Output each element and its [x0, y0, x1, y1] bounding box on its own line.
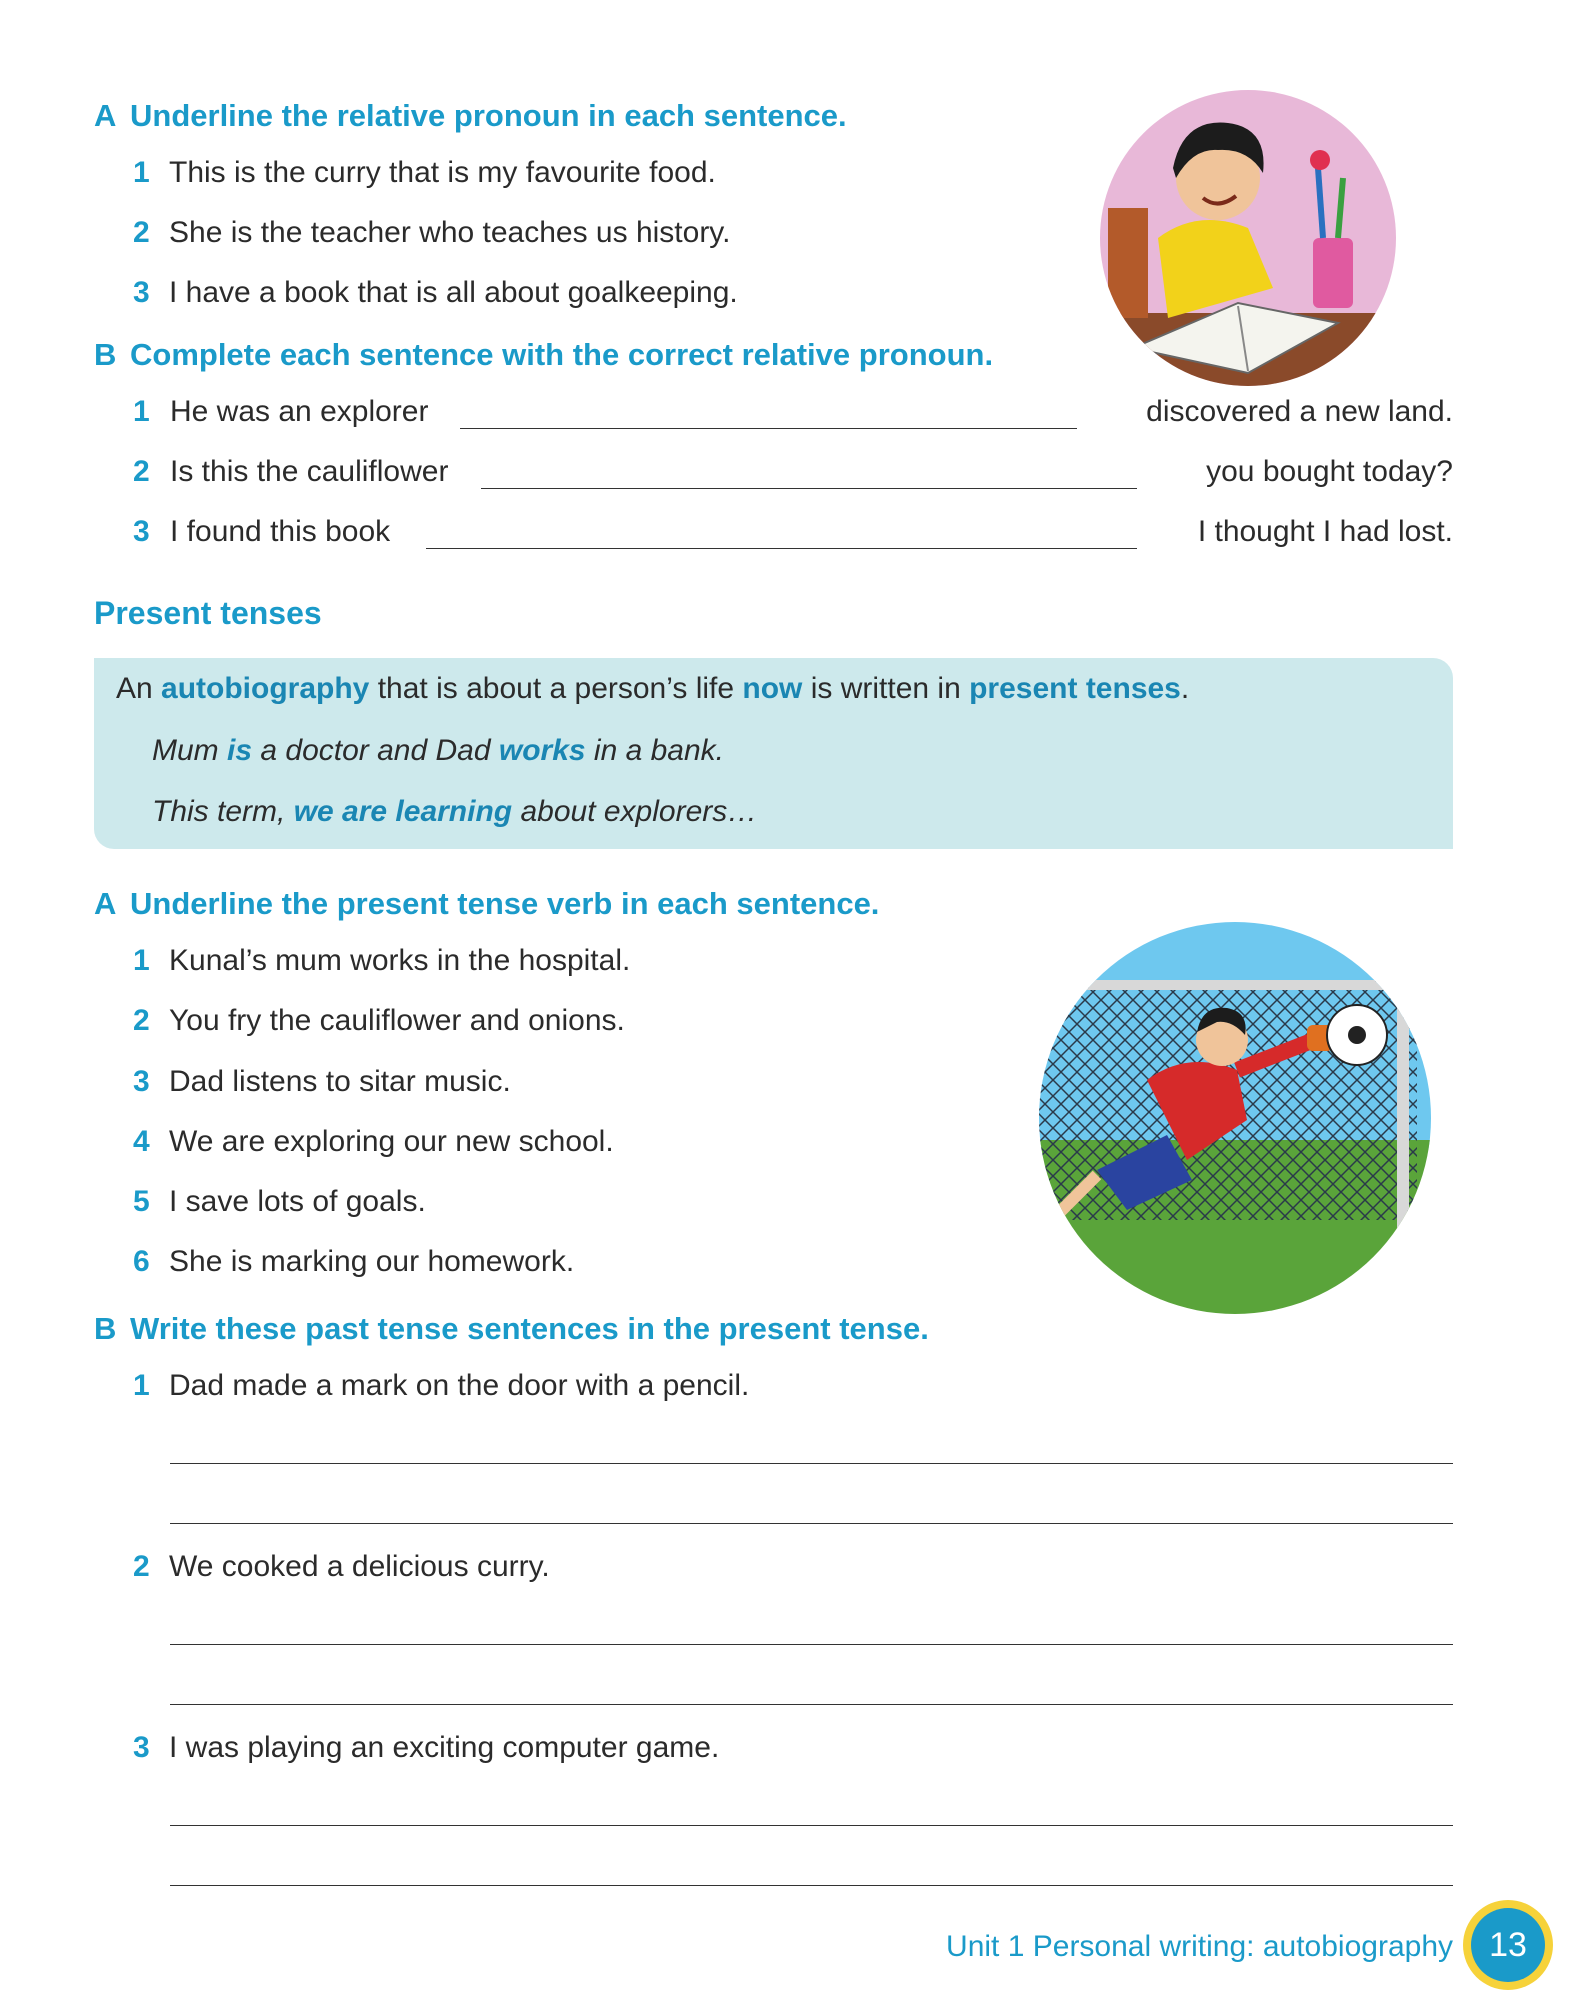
answer-line[interactable] — [170, 1523, 1453, 1524]
answer-line[interactable] — [170, 1704, 1453, 1705]
answer-blank[interactable] — [481, 488, 1137, 489]
list-item: 1 Kunal’s mum works in the hospital. — [133, 944, 631, 977]
info-line-1: An autobiography that is about a person’s life now is written in present tenses. — [116, 672, 1190, 705]
info-line-3: This term, we are learning about explorers… — [152, 795, 758, 828]
list-item: 3 Dad listens to sitar music. — [133, 1065, 511, 1098]
goalkeeper-illustration — [1037, 920, 1433, 1316]
section-title: Present tenses — [94, 595, 322, 631]
answer-line[interactable] — [170, 1644, 1453, 1645]
answer-blank[interactable] — [460, 428, 1077, 429]
info-line-2: Mum is a doctor and Dad works in a bank. — [152, 734, 725, 767]
footer-unit-title: Unit 1 Personal writing: autobiography — [946, 1930, 1453, 1963]
exercise-b-instruction: B Complete each sentence with the correct relative pronoun. — [94, 337, 994, 372]
list-item: 2 We cooked a delicious curry. — [133, 1550, 550, 1583]
fill-in-row: 3 I found this book I thought I had lost. — [133, 515, 1453, 548]
list-item: 3 I have a book that is all about goalkeeping. — [133, 276, 738, 309]
list-item: 5 I save lots of goals. — [133, 1185, 426, 1218]
page-number-badge — [1463, 1900, 1553, 1990]
list-item: 6 She is marking our homework. — [133, 1245, 575, 1278]
boy-reading-illustration — [1098, 88, 1398, 388]
list-item: 2 You fry the cauliflower and onions. — [133, 1004, 625, 1037]
list-item: 4 We are exploring our new school. — [133, 1125, 614, 1158]
answer-blank[interactable] — [426, 548, 1137, 549]
answer-line[interactable] — [170, 1885, 1453, 1886]
exercise-a-instruction: A Underline the relative pronoun in each sentence. — [94, 98, 847, 133]
fill-in-row: 2 Is this the cauliflower you bought today? — [133, 455, 1453, 488]
exercise-a-instruction: A Underline the present tense verb in each sentence. — [94, 886, 880, 921]
fill-in-row: 1 He was an explorer discovered a new land. — [133, 395, 1453, 428]
list-item: 2 She is the teacher who teaches us history. — [133, 216, 731, 249]
info-box — [94, 658, 1453, 849]
page-number: 13 — [1471, 1908, 1545, 1982]
list-item: 1 Dad made a mark on the door with a pencil. — [133, 1369, 750, 1402]
list-item: 1 This is the curry that is my favourite food. — [133, 156, 716, 189]
list-item: 3 I was playing an exciting computer game. — [133, 1731, 720, 1764]
answer-line[interactable] — [170, 1825, 1453, 1826]
exercise-b-instruction: B Write these past tense sentences in the present tense. — [94, 1311, 929, 1346]
answer-line[interactable] — [170, 1463, 1453, 1464]
